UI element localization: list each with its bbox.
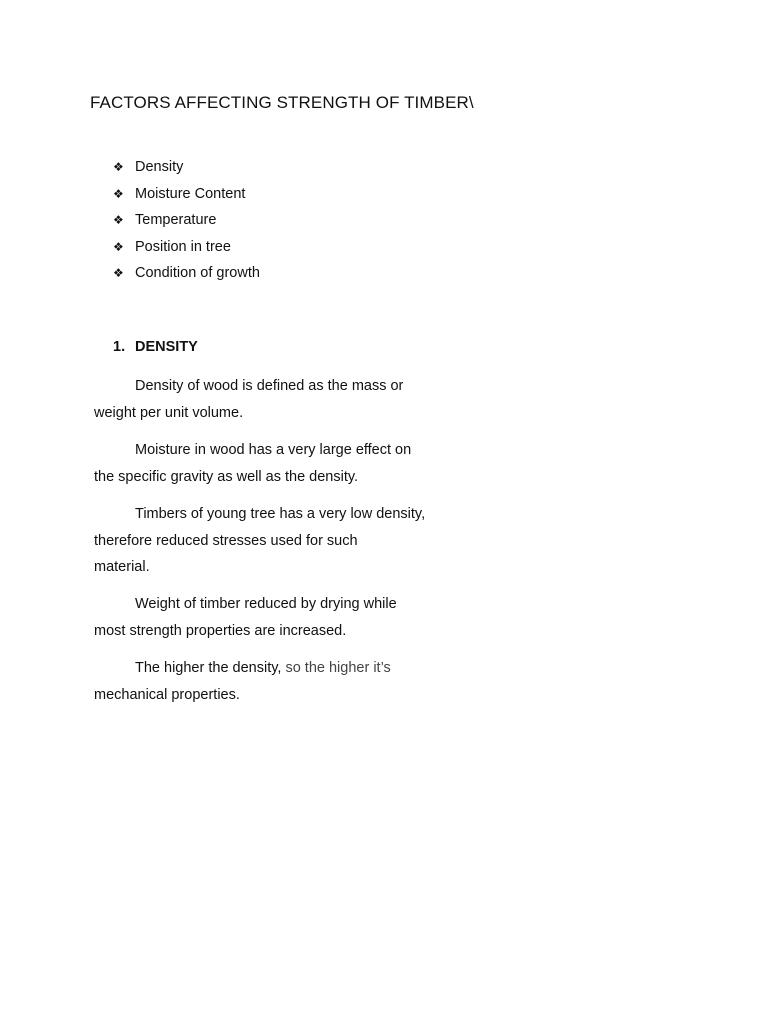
factors-list (113, 156, 260, 289)
list-item-label: Density (135, 159, 184, 175)
paragraph-line: Density of wood is defined as the mass or (135, 378, 404, 394)
paragraph-line: Weight of timber reduced by drying while (135, 596, 397, 612)
list-item (113, 156, 260, 183)
section-heading-density (113, 339, 198, 355)
paragraph-line: material. (94, 559, 150, 575)
list-item (113, 209, 260, 236)
paragraph-line: therefore reduced stresses used for such (94, 532, 358, 549)
paragraph-line (94, 655, 454, 682)
paragraph-line: Moisture in wood has a very large effect on (135, 442, 412, 458)
diamond-bullet-icon: ❖ (113, 213, 124, 227)
paragraph-line: most strength properties are increased. (94, 622, 347, 639)
paragraph-line: mechanical properties. (94, 686, 240, 703)
list-item-label: Moisture Content (135, 185, 246, 202)
page-title: FACTORS AFFECTING STRENGTH OF TIMBER\ (90, 93, 474, 112)
list-item-label: Condition of growth (135, 265, 260, 281)
diamond-bullet-icon: ❖ (113, 160, 124, 174)
paragraph-text: The higher the density, (135, 660, 286, 676)
paragraph-text: so the higher it’s (285, 660, 391, 676)
list-item (113, 183, 260, 210)
list-item (113, 236, 260, 263)
list-item-label: Position in tree (135, 238, 231, 255)
paragraph (94, 655, 454, 708)
section-number: 1. (113, 339, 126, 355)
paragraph (94, 373, 454, 426)
diamond-bullet-icon: ❖ (113, 186, 124, 201)
paragraph-line: weight per unit volume. (94, 404, 244, 421)
paragraph-line: Timbers of young tree has a very low density, (135, 506, 426, 522)
diamond-bullet-icon: ❖ (113, 239, 124, 254)
list-item-label: Temperature (135, 212, 217, 228)
paragraph (94, 437, 454, 490)
list-item (113, 262, 260, 289)
paragraph (94, 591, 454, 644)
diamond-bullet-icon: ❖ (113, 266, 124, 280)
paragraph (94, 501, 454, 581)
section-title: DENSITY (135, 339, 198, 355)
paragraph-line: the specific gravity as well as the density. (94, 468, 359, 485)
